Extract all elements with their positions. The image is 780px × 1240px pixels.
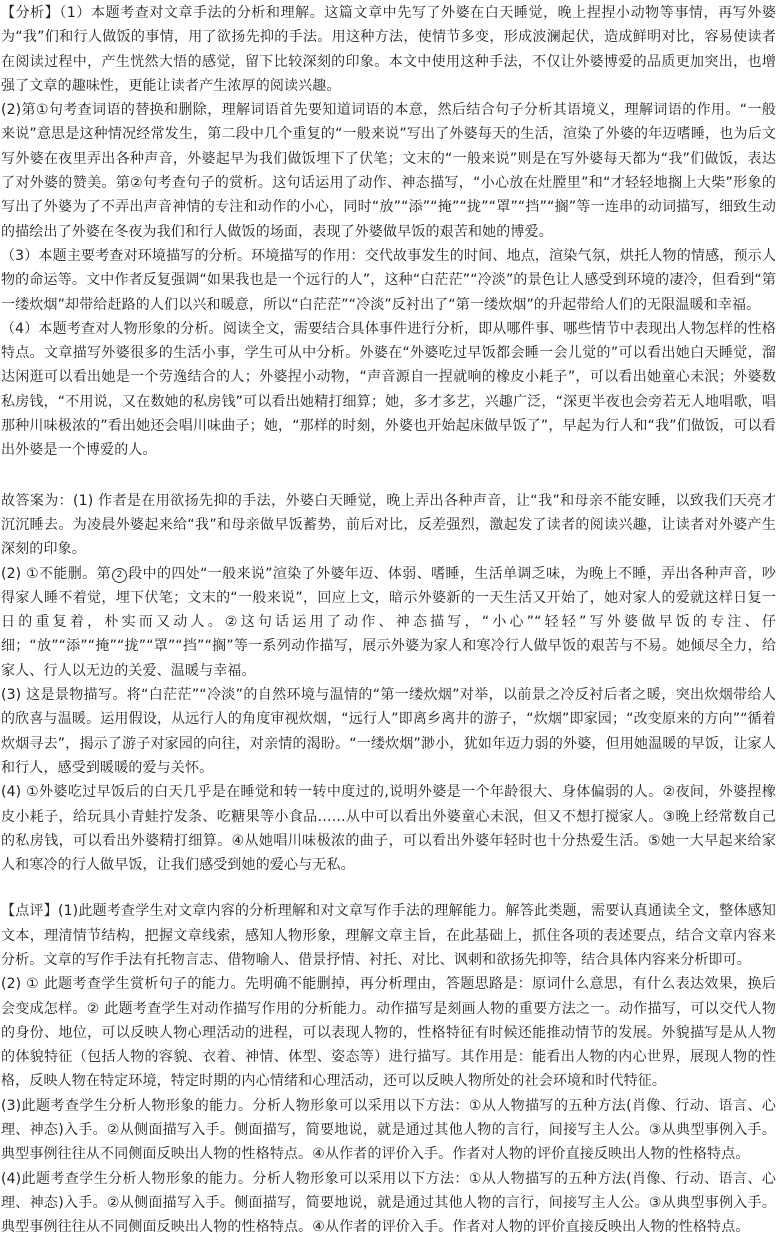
- answer-paragraph-4: (4) ①外婆吃过早饭后的白天几乎是在睡觉和转一转中度过的,说明外婆是一个年龄很大、身体偏弱的人。②夜间，外婆捏橡皮小耗子，给玩具小青蛙拧发条、吃糖果等小食品……从中可以看出外婆童心未泯，但又不想打搅家人。③晚上经常数自己的私房钱，可以看出外婆精打细算。④从她唱川味极浓的曲子，可以看出外婆年轻时也十分热爱生活。⑤她一大早起来给家人和寒冷的行人做早饭，让我们感受到她的爱心与无私。: [1, 784, 776, 874]
- section-spacer: [1, 463, 776, 489]
- analysis-paragraph-3: （3）本题主要考查对环境描写的分析。环境描写的作用：交代故事发生的时间、地点，渲染气氛，烘托人物的情感，预示人物的命运等。文中作者反复强调“如果我也是一个远行的人”，这种“白茫茫”“冷淡”的景色让人感受到环境的凄冷，但看到“第一缕炊烟”却带给赶路的人们以兴和暖意，所以“白茫茫”“冷淡”反衬出了“第一缕炊烟”的升起带给人们的无限温暖和幸福。: [1, 247, 776, 313]
- answer-section: [1, 489, 776, 878]
- answer-paragraph-2: [1, 562, 776, 683]
- comment-section: [1, 899, 776, 1239]
- analysis-paragraph-4: （4）本题考查对人物形象的分析。阅读全文，需要结合具体事件进行分析，即从哪件事、哪些情节中表现出人物怎样的性格特点。文章描写外婆很多的生活小事，学生可从中分析。外婆在“外婆吃过早饭都会睡一会儿觉的”可以看出她白天睡觉，溜达闲逛可以看出她是一个劳逸结合的人；外婆捏小动物，“声音源自一捏就响的橡皮小耗子”，可以看出她童心未泯；外婆数私房钱，“不用说，又在数她的私房钱”可以看出她精打细算；她，多才多艺，兴趣广泛，“深更半夜也会旁若无人地唱歌，唱那种川味极浓的”看出她还会唱川味曲子；她，“那样的时刻，外婆也开始起床做早饭了”，早起为行人和“我”们做饭，可以看出外婆是一个博爱的人。: [1, 320, 776, 459]
- comment-paragraph-3: (3)此题考查学生分析人物形象的能力。分析人物形象可以采用以下方法：①从人物描写的五种方法(肖像、行动、语言、心理、神态)入手。②从侧面描写入手。侧面描写，简要地说，就是通过其他人物的言行，间接写主人公。③从典型事例入手。典型事例往往从不同侧面反映出人物的性格特点。④从作者的评价入手。作者对人物的评价直接反映出人物的性格特点。: [1, 1097, 776, 1163]
- comment-paragraph-4: (4)此题考查学生分析人物形象的能力。分析人物形象可以采用以下方法：①从人物描写的五种方法(肖像、行动、语言、心理、神态)入手。②从侧面描写入手。侧面描写，简要地说，就是通过其他人物的言行，间接写主人公。③从典型事例入手。典型事例往往从不同侧面反映出人物的性格特点。④从作者的评价入手。作者对人物的评价直接反映出人物的性格特点。: [1, 1170, 776, 1236]
- answer-paragraph-2-lead: (2) ①不能删。第: [1, 565, 111, 582]
- comment-paragraph-2: (2) ① 此题考查学生赏析句子的能力。先明确不能删掉，再分析理由，答题思路是：原词什么意思，有什么表达效果，换后会变成怎样。② 此题考查学生对动作描写作用的分析能力。动作描写是刻画人物的重要方法之一。动作描写，可以交代人物的身份、地位，可以反映人物心理活动的进程，可以表现人物的，性格特征有时候还能推动情节的发展。外貌描写是从人物的体貌特征（包括人物的容貌、衣着、神情、体型、姿态等）进行描写。其作用是：能看出人物的内心世界，展现人物的性格，反映人物在特定环境，特定时期的内心情绪和心理活动，还可以反映人物所处的社会环境和时代特征。: [1, 976, 776, 1090]
- analysis-paragraph-1: 【分析】（1）本题考查对文章手法的分析和理解。这篇文章中先写了外婆在白天睡觉，晚上捏捏小动物等事情，再写外婆为“我”们和行人做饭的事情，用了欲扬先抑的手法。用这种方法，使情节多变，形成波澜起伏，造成鲜明对比，容易使读者在阅读过程中，产生恍然大悟的感觉，留下比较深刻的印象。本文中使用这种手法，不仅让外婆博爱的品质更加突出，也增强了文章的趣味性，更能让读者产生浓厚的阅读兴趣。: [1, 5, 776, 94]
- analysis-section: [1, 1, 776, 463]
- answer-paragraph-3: (3) 这是景物描写。将“白茫茫”“冷淡”的自然环境与温情的“第一缕炊烟”对举，以前景之冷反衬后者之暖，突出炊烟带给人的欣喜与温暖。运用假设，从远行人的角度审视炊烟，“远行人”即离乡离井的游子，“炊烟”即家园；“改变原来的方向”“循着炊烟寻去”，揭示了游子对家园的向往，对亲情的渴盼。“一缕炊烟”渺小，犹如年迈力弱的外婆，但用她温暖的早饭，让家人和行人，感受到暖暖的爱与关怀。: [1, 687, 776, 776]
- section-spacer: [1, 877, 776, 899]
- analysis-paragraph-2: (2)第①句考查词语的替换和删除，理解词语首先要知道词语的本意，然后结合句子分析其语境义，理解词语的作用。“一般来说”意思是这种情况经常发生，第二段中几个重复的“一般来说”写出了外婆每天的生活，渲染了外婆的年迈嗜睡，也为后文写外婆在夜里弄出各种声音，外婆起早为我们做饭埋下了伏笔；文末的“一般来说”则是在写外婆每天都为“我”们做饭，表达了对外婆的赞美。第②句考查句子的赏析。这句话运用了动作、神态描写，“小心放在灶膛里”和“才轻轻地搁上大柴”形象的写出了外婆为了不弄出声音神情的专注和动作的小心，同时“放”“添”“掩”“拢”“罩”“挡”“搁”等一连串的动词描写，细致生动的描绘出了外婆在冬夜为我们和行人做饭的场面，表现了外婆做早饭的艰苦和她的博爱。: [1, 102, 776, 240]
- circled-number-marker: 2: [112, 568, 127, 583]
- answer-paragraph-2-body: 段中的四处“一般来说”渲染了外婆年迈、体弱、嗜睡，生活单调乏味，为晚上不睡，弄出各种声音，吵得家人睡不着觉，埋下伏笔；文末的“一般来说”，回应上文，暗示外婆新的一天生活又开始了，她对家人的爱就这样日复一日的重复着，朴实而又动人。②这句话运用了动作、神态描写，“小心”“轻轻”写外婆做早饭的专注、仔细；“放”“添”“掩”“拢”“罩”“挡”“搁”等一系列动作描写，展示外婆为家人和寒冷行人做早饭的艰苦与不易。她倾尽全力，给家人、行人以无边的关爱、温暖与幸福。: [1, 565, 776, 679]
- answer-paragraph-1: 故答案为：(1) 作者是在用欲扬先抑的手法，外婆白天睡觉，晚上弄出各种声音，让“我”和母亲不能安睡，以致我们天亮才沉沉睡去。为凌晨外婆起来给“我”和母亲做早饭蓄势，前后对比，反差强烈，激起发了读者的阅读兴趣，让读者对外婆产生深刻的印象。: [1, 492, 776, 558]
- comment-paragraph-1: 【点评】(1)此题考查学生对文章内容的分析理解和对文章写作手法的理解能力。解答此类题，需要认真通读全文，整体感知文本，理清情节结构，把握文章线索，感知人物形象，理解文章主旨，在此基础上，抓住各项的表述要点，结合文章内容来分析。文章的写作手法有托物言志、借物喻人、借景抒情、衬托、对比、讽刺和欲扬先抑等，结合具体内容来分析即可。: [1, 903, 776, 968]
